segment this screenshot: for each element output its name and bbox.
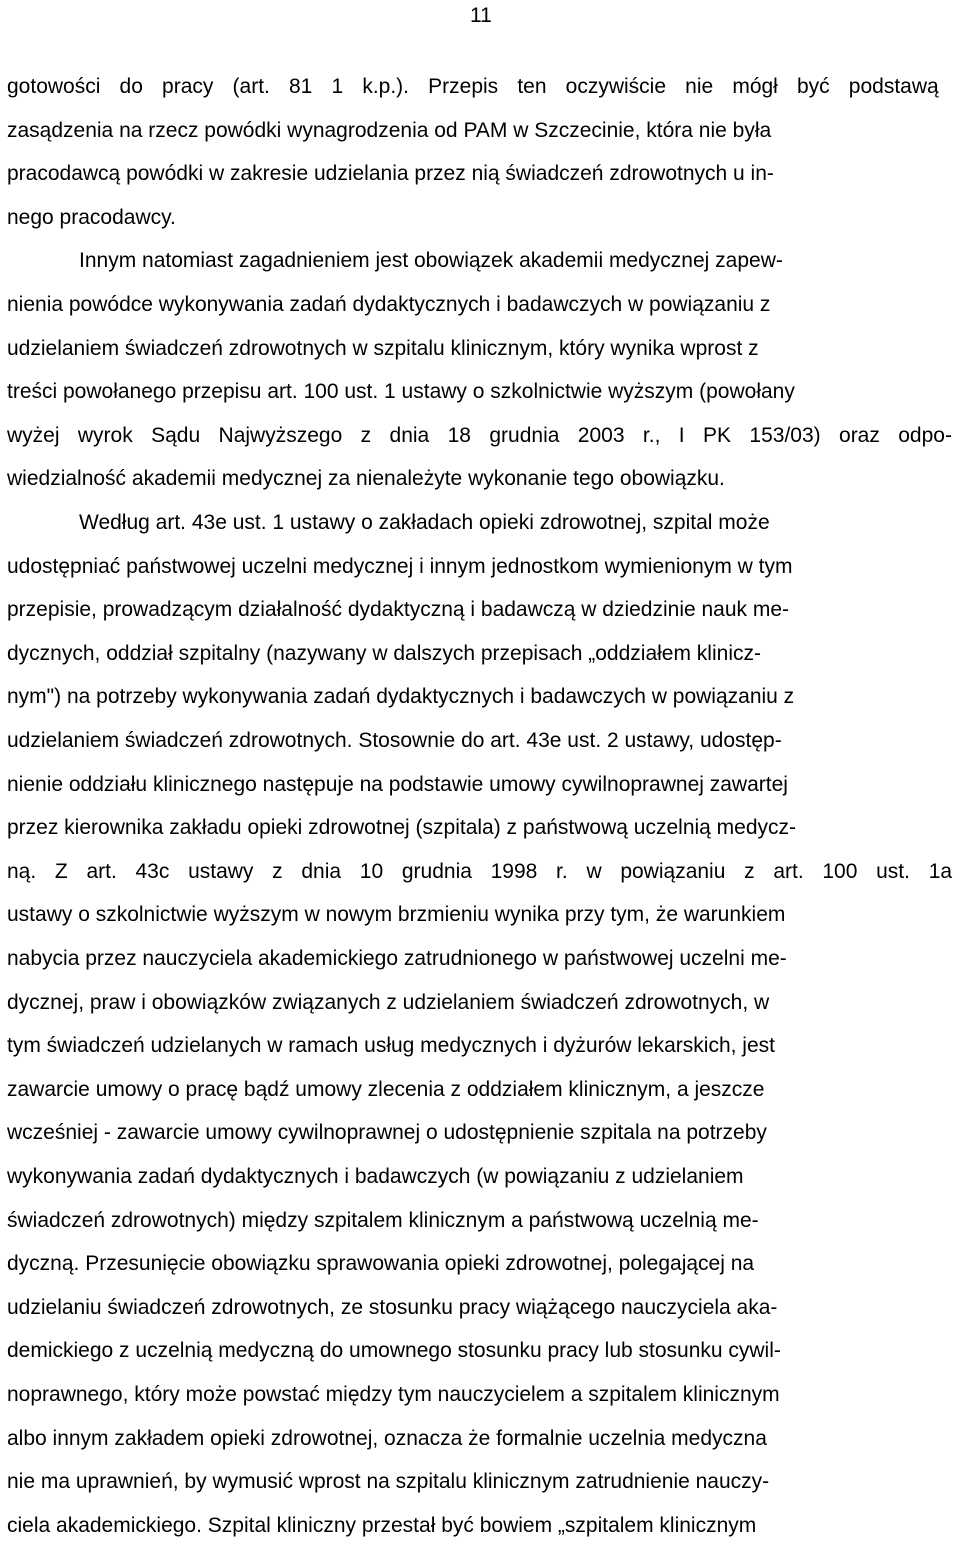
text-line: treści powołanego przepisu art. 100 ust. 1 ustawy o szkolnictwie wyższym (powołany [7, 380, 795, 403]
text-line: nie ma uprawnień, by wymusić wprost na szpitalu klinicznym zatrudnienie nauczy- [7, 1470, 770, 1493]
text-line: nienie oddziału klinicznego następuje na podstawie umowy cywilnoprawnej zawartej [7, 773, 788, 796]
text-line: zasądzenia na rzecz powódki wynagrodzenia od PAM w Szczecinie, która nie była [7, 119, 772, 142]
text-line: nienia powódce wykonywania zadań dydaktycznych i badawczych w powiązaniu z [7, 293, 771, 316]
text-line: świadczeń zdrowotnych) między szpitalem klinicznym a państwową uczelnią me- [7, 1209, 759, 1232]
text-line: demickiego z uczelnią medyczną do umownego stosunku pracy lub stosunku cywil- [7, 1339, 781, 1362]
text-line: Według art. 43e ust. 1 ustawy o zakładach opieki zdrowotnej, szpital może [79, 511, 770, 534]
text-line: wiedzialność akademii medycznej za nienależyte wykonanie tego obowiązku. [7, 467, 725, 490]
text-line: udzielaniem świadczeń zdrowotnych w szpitalu klinicznym, który wynika wprost z [7, 337, 759, 360]
text-line: ną. Z art. 43c ustawy z dnia 10 grudnia 1998 r. w powiązaniu z art. 100 ust. 1a [7, 860, 953, 883]
text-line: nego pracodawcy. [7, 206, 176, 229]
text-line: dycznej, praw i obowiązków związanych z udzielaniem świadczeń zdrowotnych, w [7, 991, 770, 1014]
text-line: tym świadczeń udzielanych w ramach usług medycznych i dyżurów lekarskich, jest [7, 1034, 775, 1057]
text-line: nym") na potrzeby wykonywania zadań dydaktycznych i badawczych w powiązaniu z [7, 685, 795, 708]
text-line: przepisie, prowadzącym działalność dydaktyczną i badawczą w dziedzinie nauk me- [7, 598, 790, 621]
text-line: dycznych, oddział szpitalny (nazywany w dalszych przepisach „oddziałem klinicz- [7, 642, 761, 665]
text-line: udzielaniu świadczeń zdrowotnych, ze stosunku pracy wiążącego nauczyciela aka- [7, 1296, 778, 1319]
text-line: albo innym zakładem opieki zdrowotnej, oznacza że formalnie uczelnia medyczna [7, 1427, 767, 1450]
text-line: pracodawcą powódki w zakresie udzielania przez nią świadczeń zdrowotnych u in- [7, 162, 774, 185]
text-line: gotowości do pracy (art. 81 1 k.p.). Przepis ten oczywiście nie mógł być podstawą [7, 75, 939, 98]
text-line: dyczną. Przesunięcie obowiązku sprawowania opieki zdrowotnej, polegającej na [7, 1252, 755, 1275]
text-line: zawarcie umowy o pracę bądź umowy zlecenia z oddziałem klinicznym, a jeszcze [7, 1078, 765, 1101]
text-line: przez kierownika zakładu opieki zdrowotnej (szpitala) z państwową uczelnią medycz- [7, 816, 797, 839]
text-line: wyżej wyrok Sądu Najwyższego z dnia 18 grudnia 2003 r., I PK 153/03) oraz odpo- [7, 424, 952, 447]
text-line: ustawy o szkolnictwie wyższym w nowym brzmieniu wynika przy tym, że warunkiem [7, 903, 786, 926]
page-number: 11 [470, 4, 492, 27]
text-line: udostępniać państwowej uczelni medycznej i innym jednostkom wymienionym w tym [7, 555, 793, 578]
text-line: nabycia przez nauczyciela akademickiego zatrudnionego w państwowej uczelni me- [7, 947, 787, 970]
text-line: ciela akademickiego. Szpital kliniczny przestał być bowiem „szpitalem klinicznym [7, 1514, 757, 1537]
text-line: wykonywania zadań dydaktycznych i badawczych (w powiązaniu z udzielaniem [7, 1165, 744, 1188]
text-line: wcześniej - zawarcie umowy cywilnoprawnej o udostępnienie szpitala na potrzeby [7, 1121, 767, 1144]
text-line: Innym natomiast zagadnieniem jest obowiązek akademii medycznej zapew- [79, 249, 783, 272]
text-line: udzielaniem świadczeń zdrowotnych. Stosownie do art. 43e ust. 2 ustawy, udostęp- [7, 729, 782, 752]
text-line: noprawnego, który może powstać między tym nauczycielem a szpitalem klinicznym [7, 1383, 780, 1406]
